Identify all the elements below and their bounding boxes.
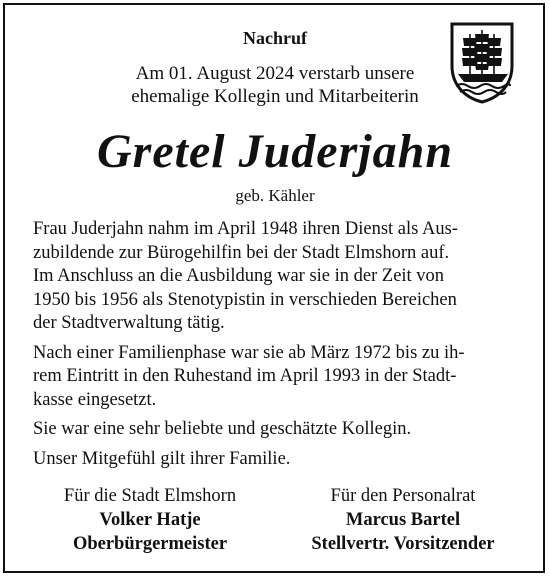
deceased-name: Gretel Juderjahn: [96, 125, 454, 178]
body-line: der Stadtverwaltung tätig.: [33, 313, 225, 333]
notice-heading: Nachruf: [243, 28, 307, 48]
signature-role: Oberbürgermeister: [72, 534, 228, 554]
body-line: Im Anschluss an die Ausbildung war sie in der Zeit von: [33, 266, 445, 286]
signature-person: Volker Hatje: [99, 510, 201, 530]
intro-line: Am 01. August 2024 verstarb unsere: [135, 63, 415, 84]
body-line: 1950 bis 1956 als Stenotypistin in verschieden Bereichen: [33, 289, 457, 310]
signature-role: Stellvertr. Vorsitzender: [311, 534, 495, 554]
intro-text: [0, 62, 550, 108]
birth-name: geb. Kähler: [235, 186, 315, 205]
body-line: rem Eintritt in den Ruhestand im April 1993 in der Stadt-: [33, 366, 457, 386]
signature-staff-council: [278, 484, 528, 556]
body-paragraph: [33, 418, 517, 442]
body-line: Nach einer Familienphase war sie ab März 1972 bis zu ih-: [33, 342, 465, 363]
body-paragraph: [33, 218, 517, 336]
body-line: zubildende zur Bürogehilfin bei der Stadt Elmshorn auf.: [33, 242, 450, 263]
signature-city: [25, 484, 275, 556]
body-line: Unser Mitgefühl gilt ihrer Familie.: [33, 448, 291, 469]
signature-org: Für die Stadt Elmshorn: [63, 486, 237, 506]
signature-org: Für den Personalrat: [330, 486, 476, 506]
notice-body: [33, 218, 517, 477]
body-paragraph: [33, 342, 517, 413]
body-line: Frau Juderjahn nahm im April 1948 ihren Dienst als Aus-: [33, 219, 458, 239]
body-line: kasse eingesetzt.: [33, 389, 157, 410]
body-line: Sie war eine sehr beliebte und geschätzte Kollegin.: [33, 419, 412, 439]
signature-person: Marcus Bartel: [345, 510, 461, 530]
body-paragraph: [33, 448, 517, 472]
intro-line: ehemalige Kollegin und Mitarbeiterin: [131, 86, 419, 107]
